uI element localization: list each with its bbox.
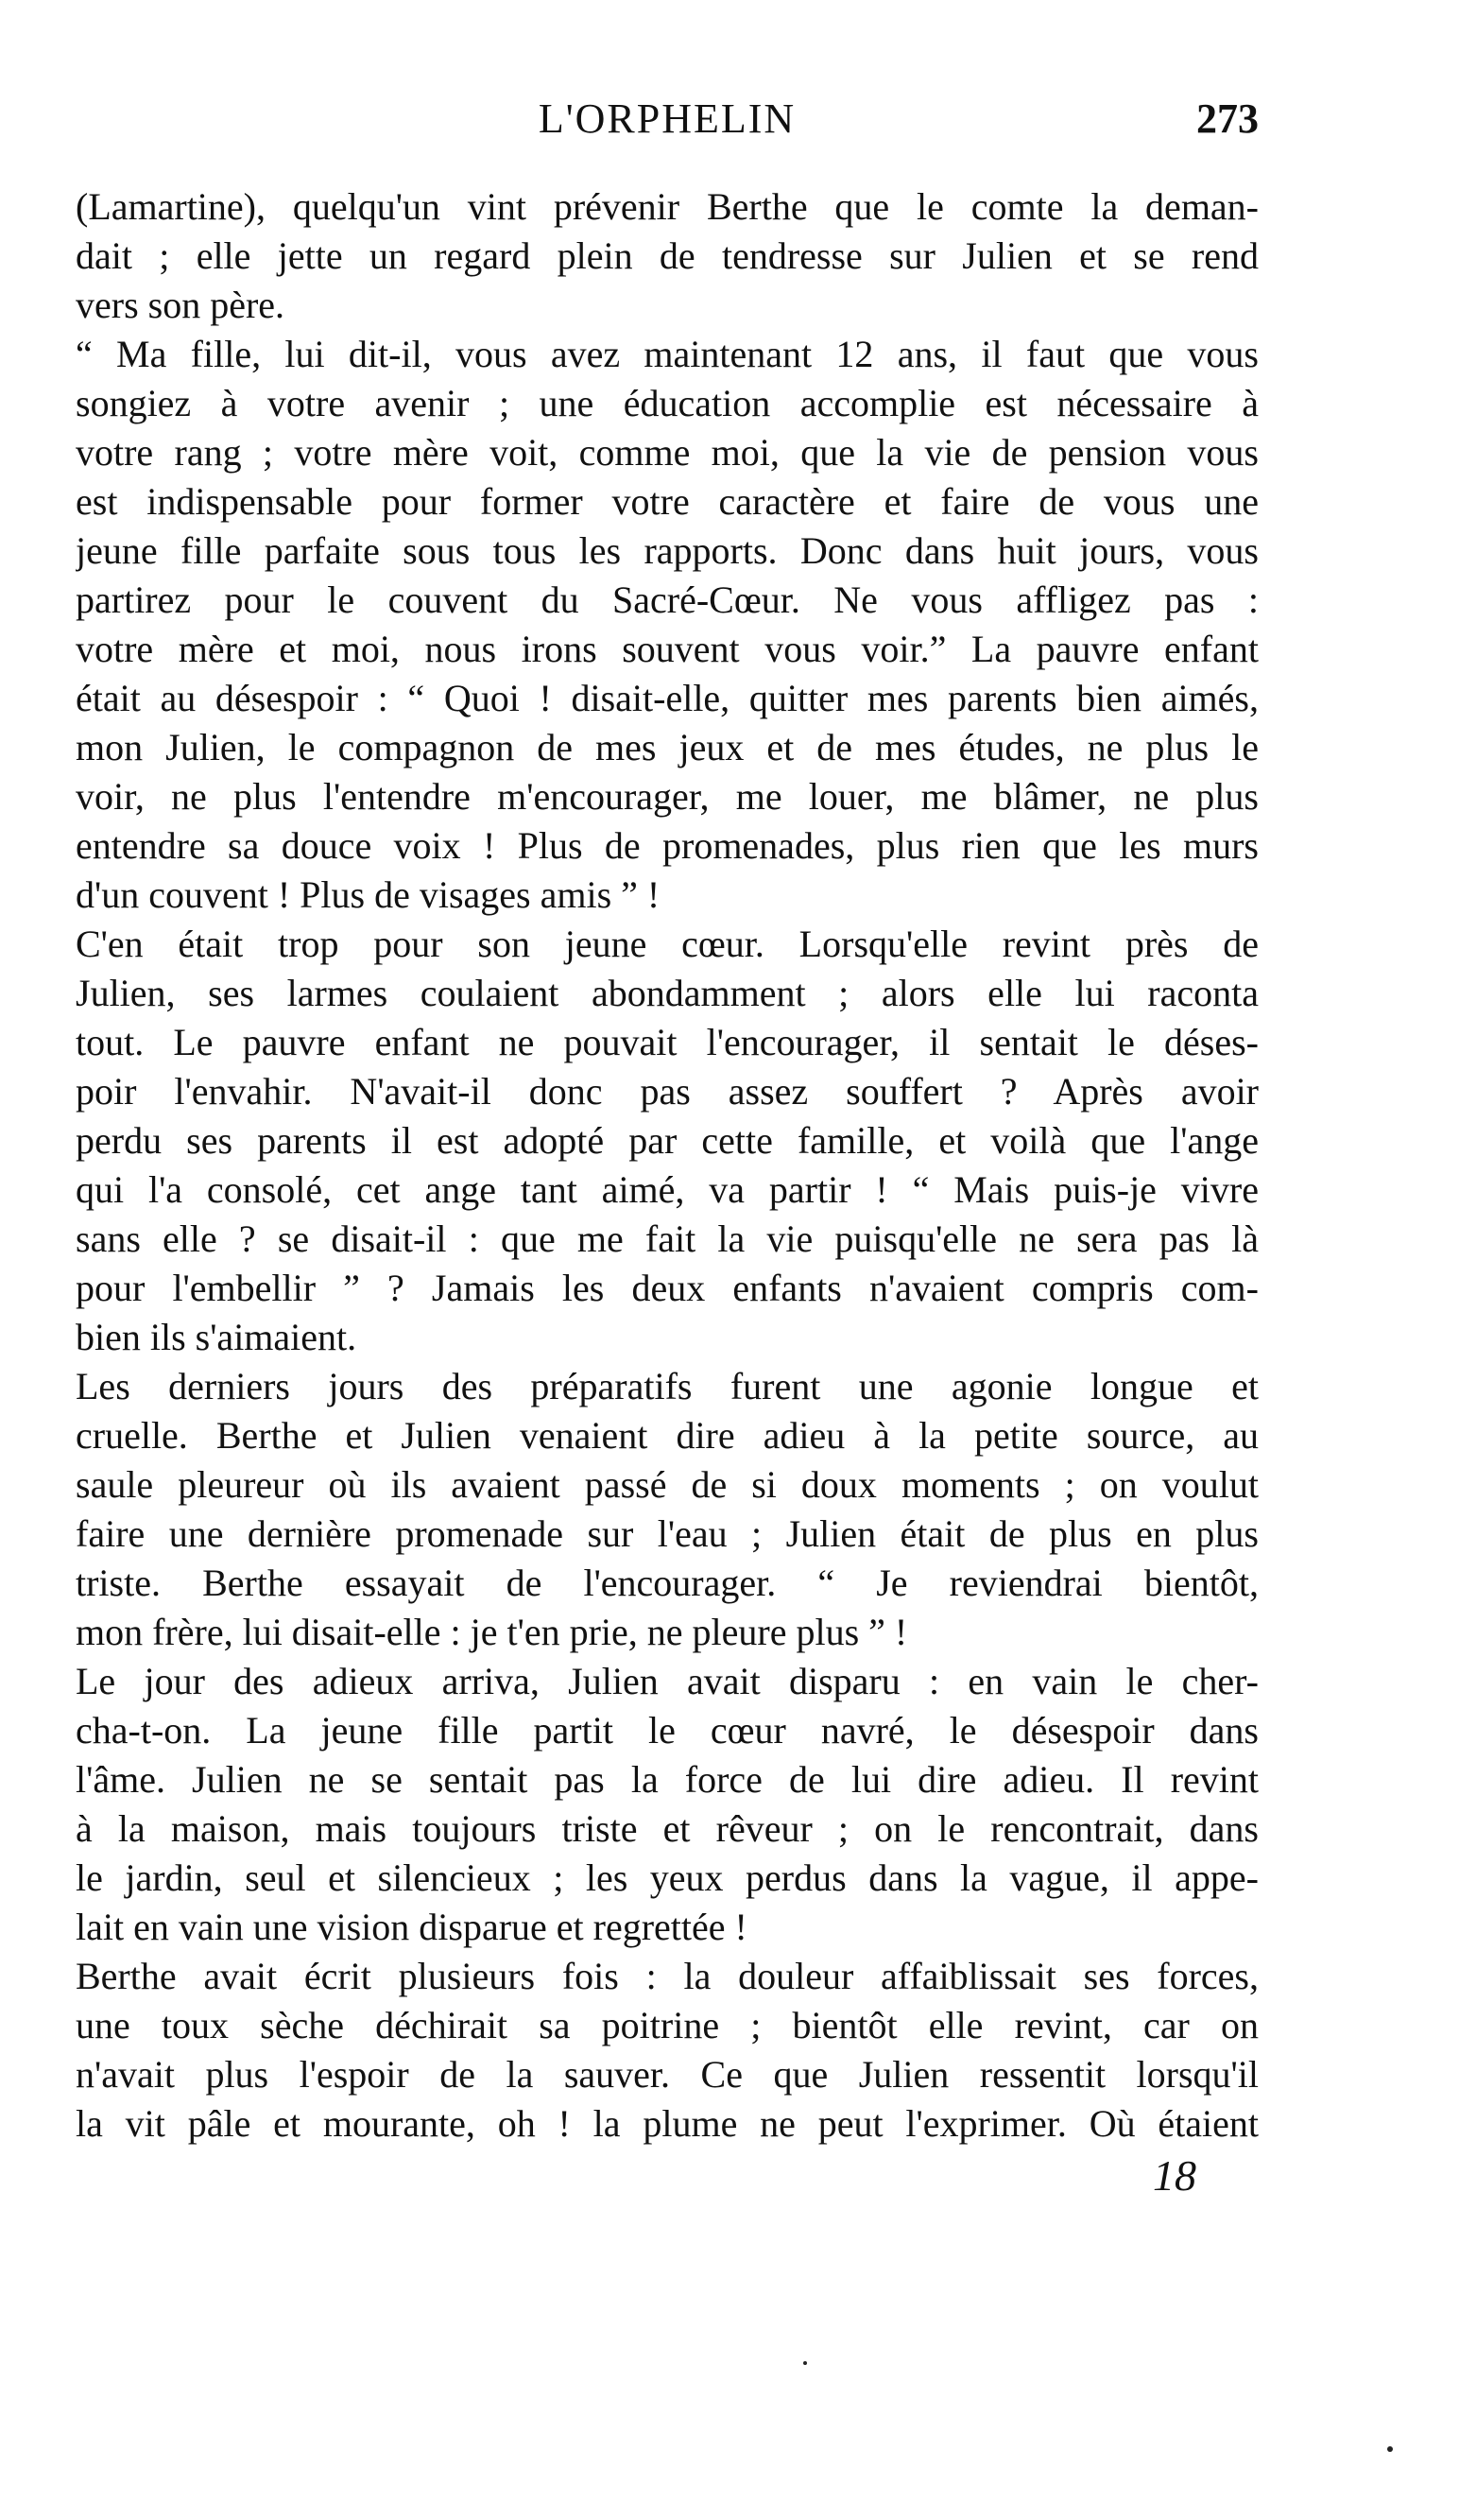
text-line: Berthe avait écrit plusieurs fois : la douleur affaiblissait ses forces, <box>76 1955 1259 1997</box>
text-line: tout. Le pauvre enfant ne pouvait l'encourager, il sentait le déses- <box>76 1021 1259 1063</box>
text-line: cruelle. Berthe et Julien venaient dire adieu à la petite source, au <box>76 1414 1259 1457</box>
page-number: 273 <box>1196 95 1259 142</box>
text-line: votre mère et moi, nous irons souvent vous voir.” La pauvre enfant <box>76 628 1259 670</box>
text-line: est indispensable pour former votre caractère et faire de vous une <box>76 480 1259 523</box>
text-line: saule pleureur où ils avaient passé de si doux moments ; on voulut <box>76 1463 1259 1506</box>
text-line: le jardin, seul et silencieux ; les yeux perdus dans la vague, il appe- <box>76 1856 1259 1899</box>
text-line: dait ; elle jette un regard plein de tendresse sur Julien et se rend <box>76 234 1259 277</box>
text-line: n'avait plus l'espoir de la sauver. Ce que Julien ressentit lorsqu'il <box>76 2053 1259 2096</box>
text-line: entendre sa douce voix ! Plus de promenades, plus rien que les murs <box>76 824 1259 867</box>
text-line: l'âme. Julien ne se sentait pas la force de lui dire adieu. Il revint <box>76 1758 1259 1801</box>
text-line: songiez à votre avenir ; une éducation accomplie est nécessaire à <box>76 382 1259 424</box>
text-line: qui l'a consolé, cet ange tant aimé, va partir ! “ Mais puis-je vivre <box>76 1168 1259 1211</box>
page-header <box>76 95 1259 151</box>
text-line: bien ils s'aimaient. <box>76 1316 357 1358</box>
text-line: voir, ne plus l'entendre m'encourager, me louer, me blâmer, ne plus <box>76 775 1259 818</box>
text-line: Le jour des adieux arriva, Julien avait disparu : en vain le cher- <box>76 1660 1259 1702</box>
text-line: “ Ma fille, lui dit-il, vous avez maintenant 12 ans, il faut que vous <box>76 333 1259 375</box>
running-title: L'ORPHELIN <box>538 95 797 142</box>
text-line: la vit pâle et mourante, oh ! la plume ne peut l'exprimer. Où étaient <box>76 2102 1259 2145</box>
text-line: mon Julien, le compagnon de mes jeux et de mes études, ne plus le <box>76 726 1259 768</box>
ink-speck <box>1387 2446 1393 2452</box>
text-line: vers son père. <box>76 284 285 326</box>
text-line: perdu ses parents il est adopté par cette famille, et voilà que l'ange <box>76 1119 1259 1162</box>
text-line: une toux sèche déchirait sa poitrine ; bientôt elle revint, car on <box>76 2004 1259 2046</box>
text-line: votre rang ; votre mère voit, comme moi, que la vie de pension vous <box>76 431 1259 474</box>
text-line: partirez pour le couvent du Sacré-Cœur. Ne vous affligez pas : <box>76 578 1259 621</box>
text-line: d'un couvent ! Plus de visages amis ” ! <box>76 873 661 916</box>
text-line: Julien, ses larmes coulaient abondamment ; alors elle lui raconta <box>76 972 1259 1014</box>
text-line: (Lamartine), quelqu'un vint prévenir Berthe que le comte la deman- <box>76 185 1259 228</box>
text-line: cha-t-on. La jeune fille partit le cœur navré, le désespoir dans <box>76 1709 1259 1752</box>
text-line: pour l'embellir ” ? Jamais les deux enfants n'avaient compris com- <box>76 1267 1259 1309</box>
text-line: triste. Berthe essayait de l'encourager. “ Je reviendrai bientôt, <box>76 1562 1259 1604</box>
body-text <box>76 182 1259 2149</box>
text-line: jeune fille parfaite sous tous les rapports. Donc dans huit jours, vous <box>76 529 1259 572</box>
text-line: lait en vain une vision disparue et regrettée ! <box>76 1906 747 1948</box>
text-line: C'en était trop pour son jeune cœur. Lorsqu'elle revint près de <box>76 923 1259 965</box>
signature-mark: 18 <box>1153 2151 1196 2200</box>
text-line: Les derniers jours des préparatifs furent une agonie longue et <box>76 1365 1259 1407</box>
text-line: à la maison, mais toujours triste et rêveur ; on le rencontrait, dans <box>76 1807 1259 1850</box>
text-line: sans elle ? se disait-il : que me fait la vie puisqu'elle ne sera pas là <box>76 1217 1259 1260</box>
text-line: poir l'envahir. N'avait-il donc pas assez souffert ? Après avoir <box>76 1070 1259 1113</box>
text-line: mon frère, lui disait-elle : je t'en prie, ne pleure plus ” ! <box>76 1611 908 1653</box>
ink-speck <box>803 2361 807 2365</box>
text-line: était au désespoir : “ Quoi ! disait-elle, quitter mes parents bien aimés, <box>76 677 1259 719</box>
text-line: faire une dernière promenade sur l'eau ; Julien était de plus en plus <box>76 1512 1259 1555</box>
